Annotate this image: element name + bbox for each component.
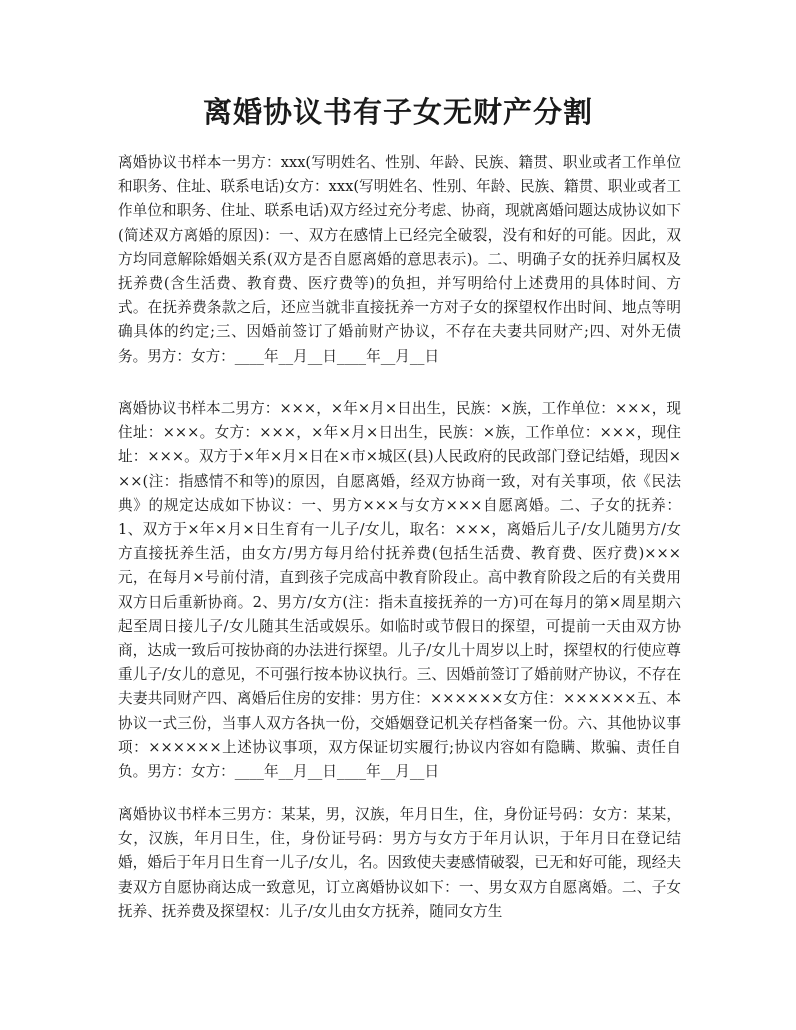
paragraph-sample-two: 离婚协议书样本二男方：×××，×年×月×日出生，民族：×族，工作单位：×××，现住址：×××。女方：×××，×年×月×日出生，民族：×族，工作单位：×××，现住址：×××。双方于×年×月×日在×市×城区(县)人民政府的民政部门登记结婚，现因×××(注：指感情不和等)的原因，自愿离婚，经双方协商一致，对有关事项，依《民法典》的规定达成如下协议：一、男方×××与女方×××自愿离婚。二、子女的抚养：1、双方于×年×月×日生育有一儿子/女儿，取名：×××，离婚后儿子/女儿随男方/女方直接抚养生活，由女方/男方每月给付抚养费(包括生活费、教育费、医疗费)×××元，在每月×号前付清，直到孩子完成高中教育阶段止。高中教育阶段之后的有关费用双方日后重新协商。2、男方/女方(注：指未直接抚养的一方)可在每月的第×周星期六起至周日接儿子/女儿随其生活或娱乐。如临时或节假日的探望，可提前一天由双方协商，达成一致后可按协商的办法进行探望。儿子/女儿十周岁以上时，探望权的行使应尊重儿子/女儿的意见，不可强行按本协议执行。三、因婚前签订了婚前财产协议，不存在夫妻共同财产四、离婚后住房的安排：男方住：××××××女方住：××××××五、本协议一式三份，当事人双方各执一份，交婚姻登记机关存档备案一份。六、其他协议事项：××××××上述协议事项，双方保证切实履行;协议内容如有隐瞒、欺骗、责任自负。男方：女方：____年__月__日____年__月__日 [118, 400, 681, 781]
paragraph-sample-one: 离婚协议书样本一男方：xxx(写明姓名、性别、年龄、民族、籍贯、职业或者工作单位和职务、住址、联系电话)女方：xxx(写明姓名、性别、年龄、民族、籍贯、职业或者工作单位和职务、住址、联系电话)双方经过充分考虑、协商，现就离婚问题达成协议如下(简述双方离婚的原因)：一、双方在感情上已经完全破裂，没有和好的可能。因此，双方均同意解除婚姻关系(双方是否自愿离婚的意思表示)。二、明确子女的抚养归属权及抚养费(含生活费、教育费、医疗费等)的负担，并写明给付上述费用的具体时间、方式。在抚养费条款之后，还应当就非直接抚养一方对子女的探望权作出时间、地点等明确具体的约定;三、因婚前签订了婚前财产协议，不存在夫妻共同财产;四、对外无债务。男方：女方：____年__月__日____年__月__日 [118, 154, 681, 365]
document-title: 离婚协议书有子女无财产分割 [202, 95, 593, 129]
paragraph-sample-three: 离婚协议书样本三男方：某某，男，汉族，年月日生，住，身份证号码：女方：某某，女，汉族，年月日生，住，身份证号码：男方与女方于年月认识，于年月日在登记结婚，婚后于年月日生育一儿子/女儿，名。因致使夫妻感情破裂，已无和好可能，现经夫妻双方自愿协商达成一致意见，订立离婚协议如下：一、男女双方自愿离婚。二、子女抚养、抚养费及探望权：儿子/女儿由女方抚养，随同女方生 [118, 806, 681, 920]
